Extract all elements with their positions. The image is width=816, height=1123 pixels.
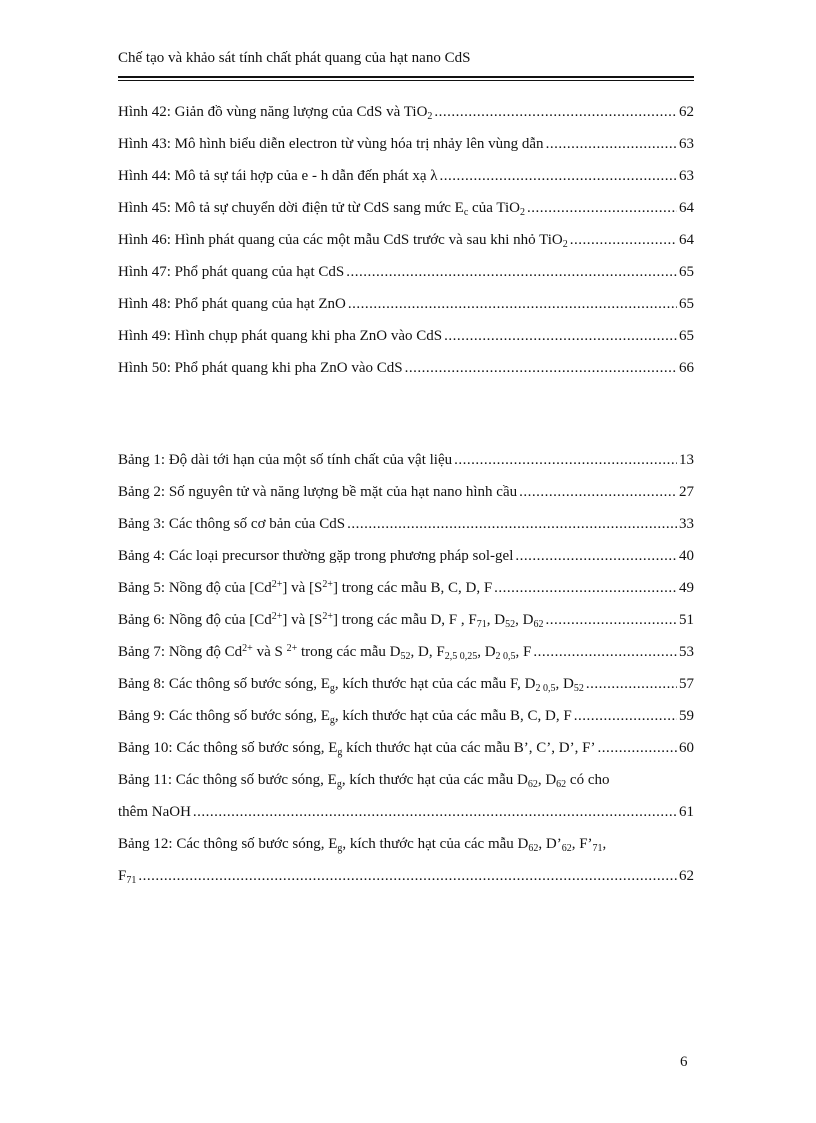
leader-dots [405, 352, 677, 384]
page-ref: 66 [679, 360, 694, 376]
leader-dots [527, 192, 677, 224]
page-ref: 61 [679, 804, 694, 820]
table-entry-8[interactable]: Bảng 8: Các thông số bước sóng, $E_g$, kích thước hạt của các mẫu F, $D_{2 0,5}$, $D_{52}$ ..... 57 [118, 668, 694, 700]
page-ref: 53 [679, 644, 694, 660]
page-ref: 27 [679, 484, 694, 500]
page-ref: 49 [679, 580, 694, 596]
leader-dots [570, 224, 677, 256]
page-ref: 65 [679, 296, 694, 312]
page-ref: 59 [679, 708, 694, 724]
leader-dots [444, 320, 677, 352]
table-entry-11-line2[interactable]: thêm NaOH ..... 61 [118, 796, 694, 828]
page-ref: 13 [679, 452, 694, 468]
page-ref: 64 [679, 200, 694, 216]
leader-dots [494, 572, 677, 604]
figure-entry-45[interactable]: Hình 45: Mô tả sự chuyển dời điện tử từ CdS sang mức $E_c$ của TiO$_2$ ..... 64 [118, 192, 694, 224]
page-ref: 63 [679, 168, 694, 184]
table-entry-7[interactable]: Bảng 7: Nồng độ $Cd^{2+}$ và S $^{2+}$ trong các mẫu $D_{52}$, D, $F_{2,5 0,25}$, $D_{2 0,5}$, F ..... 53 [118, 636, 694, 668]
page-ref: 33 [679, 516, 694, 532]
leader-dots [574, 700, 677, 732]
leader-dots [346, 256, 677, 288]
figure-entry-49[interactable]: Hình 49: Hình chụp phát quang khi pha ZnO vào CdS ..... 65 [118, 320, 694, 352]
figure-entry-46[interactable]: Hình 46: Hình phát quang của các một mẫu CdS trước và sau khi nhỏ TiO$_2$ ..... 64 [118, 224, 694, 256]
header-rule-thick [118, 76, 694, 78]
leader-dots [347, 508, 677, 540]
page-ref: 65 [679, 328, 694, 344]
leader-dots [586, 668, 677, 700]
table-entry-3[interactable]: Bảng 3: Các thông số cơ bản của CdS ..... 33 [118, 508, 694, 540]
table-list [118, 444, 694, 892]
page-ref: 64 [679, 232, 694, 248]
leader-dots [545, 604, 677, 636]
leader-dots [348, 288, 677, 320]
leader-dots [138, 860, 677, 892]
page-ref: 60 [679, 740, 694, 756]
page-ref: 40 [679, 548, 694, 564]
leader-dots [519, 476, 677, 508]
table-entry-2[interactable]: Bảng 2: Số nguyên tử và năng lượng bề mặt của hạt nano hình cầu ..... 27 [118, 476, 694, 508]
figure-entry-43[interactable]: Hình 43: Mô hình biểu diễn electron từ vùng hóa trị nhảy lên vùng dẫn ..... 63 [118, 128, 694, 160]
leader-dots [434, 96, 677, 128]
figure-entry-48[interactable]: Hình 48: Phổ phát quang của hạt ZnO ..... 65 [118, 288, 694, 320]
table-entry-12-line2[interactable]: $F_{71}$ ..... 62 [118, 860, 694, 892]
leader-dots [597, 732, 677, 764]
figure-list [118, 96, 694, 384]
leader-dots [440, 160, 677, 192]
leader-dots [515, 540, 677, 572]
page-ref: 57 [679, 676, 694, 692]
page-ref: 51 [679, 612, 694, 628]
table-entry-9[interactable]: Bảng 9: Các thông số bước sóng, $E_g$, kích thước hạt của các mẫu B, C, D, F ..... 59 [118, 700, 694, 732]
leader-dots [454, 444, 677, 476]
leader-dots [533, 636, 677, 668]
page-ref: 63 [679, 136, 694, 152]
table-entry-11-line1[interactable]: Bảng 11: Các thông số bước sóng, $E_g$, kích thước hạt của các mẫu $D_{62}$, $D_{62}$ có cho [118, 772, 610, 790]
figure-entry-47[interactable]: Hình 47: Phổ phát quang của hạt CdS ..... 65 [118, 256, 694, 288]
header-rule-thin [118, 80, 694, 81]
page-ref: 65 [679, 264, 694, 280]
figure-entry-44[interactable]: Hình 44: Mô tả sự tái hợp của e - h dẫn đến phát xạ λ ..... 63 [118, 160, 694, 192]
figure-entry-50[interactable]: Hình 50: Phổ phát quang khi pha ZnO vào CdS ..... 66 [118, 352, 694, 384]
page-number: 6 [680, 1054, 688, 1070]
table-entry-12-line1[interactable]: Bảng 12: Các thông số bước sóng, $E_g$, kích thước hạt của các mẫu $D_{62}$, $D’_{62}$, $F’_{71}$, [118, 836, 607, 854]
leader-dots [546, 128, 677, 160]
leader-dots [193, 796, 677, 828]
figure-entry-42[interactable]: Hình 42: Giản đồ vùng năng lượng của CdS và TiO$_2$ ..... 62 [118, 96, 694, 128]
page-ref: 62 [679, 868, 694, 884]
table-entry-1[interactable]: Bảng 1: Độ dài tới hạn của một số tính chất của vật liệu ..... 13 [118, 444, 694, 476]
table-entry-10[interactable]: Bảng 10: Các thông số bước sóng, $E_g$ kích thước hạt của các mẫu B’, C’, D’, F’ ..... 60 [118, 732, 694, 764]
table-entry-6[interactable]: Bảng 6: Nồng độ của $[Cd^{2+}]$ và $[S^{2+}]$ trong các mẫu D, F , $F_{71}$, $D_{52}$, $D_{62}$ ..... 51 [118, 604, 694, 636]
running-header: Chế tạo và khảo sát tính chất phát quang của hạt nano CdS [118, 50, 471, 66]
page-ref: 62 [679, 104, 694, 120]
table-entry-4[interactable]: Bảng 4: Các loại precursor thường gặp trong phương pháp sol-gel ..... 40 [118, 540, 694, 572]
table-entry-5[interactable]: Bảng 5: Nồng độ của $[Cd^{2+}]$ và $[S^{2+}]$ trong các mẫu B, C, D, F ..... 49 [118, 572, 694, 604]
